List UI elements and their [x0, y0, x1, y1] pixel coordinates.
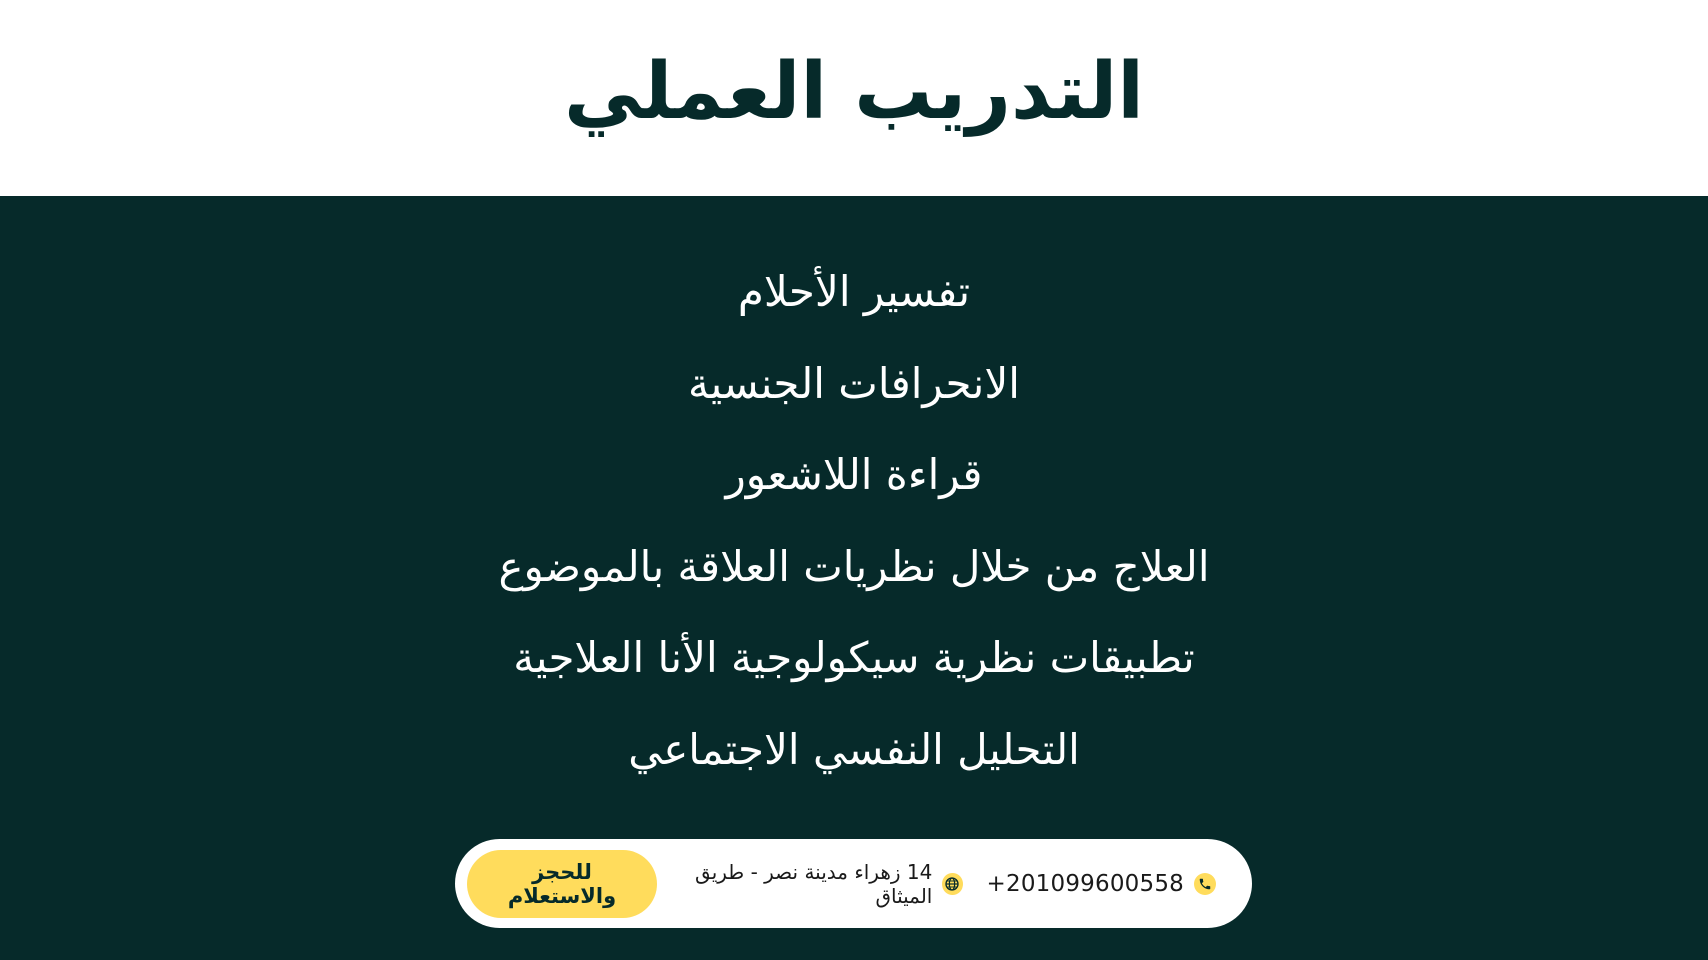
topics-list	[0, 258, 1708, 807]
phone-icon	[1194, 873, 1216, 895]
topic-item: الانحرافات الجنسية	[688, 358, 1020, 408]
topic-item: قراءة اللاشعور	[725, 450, 983, 499]
topic-item: تفسير الأحلام	[737, 267, 971, 316]
booking-button[interactable]: للحجز والاستعلام	[467, 850, 657, 918]
phone-number[interactable]: +201099600558	[986, 870, 1184, 897]
page-title: التدريب العملي	[564, 47, 1144, 137]
contact-bar	[455, 839, 1252, 928]
page-header	[0, 0, 1708, 196]
topic-item: التحليل النفسي الاجتماعي	[628, 724, 1080, 774]
address-group	[657, 860, 963, 908]
topic-item: العلاج من خلال نظريات العلاقة بالموضوع	[498, 541, 1210, 591]
globe-icon	[942, 873, 962, 895]
address-text: 14 زهراء مدينة نصر - طريق الميثاق	[695, 859, 933, 908]
phone-group[interactable]	[987, 871, 1216, 897]
topics-panel	[0, 196, 1708, 960]
topic-item: تطبيقات نظرية سيكولوجية الأنا العلاجية	[513, 633, 1195, 682]
